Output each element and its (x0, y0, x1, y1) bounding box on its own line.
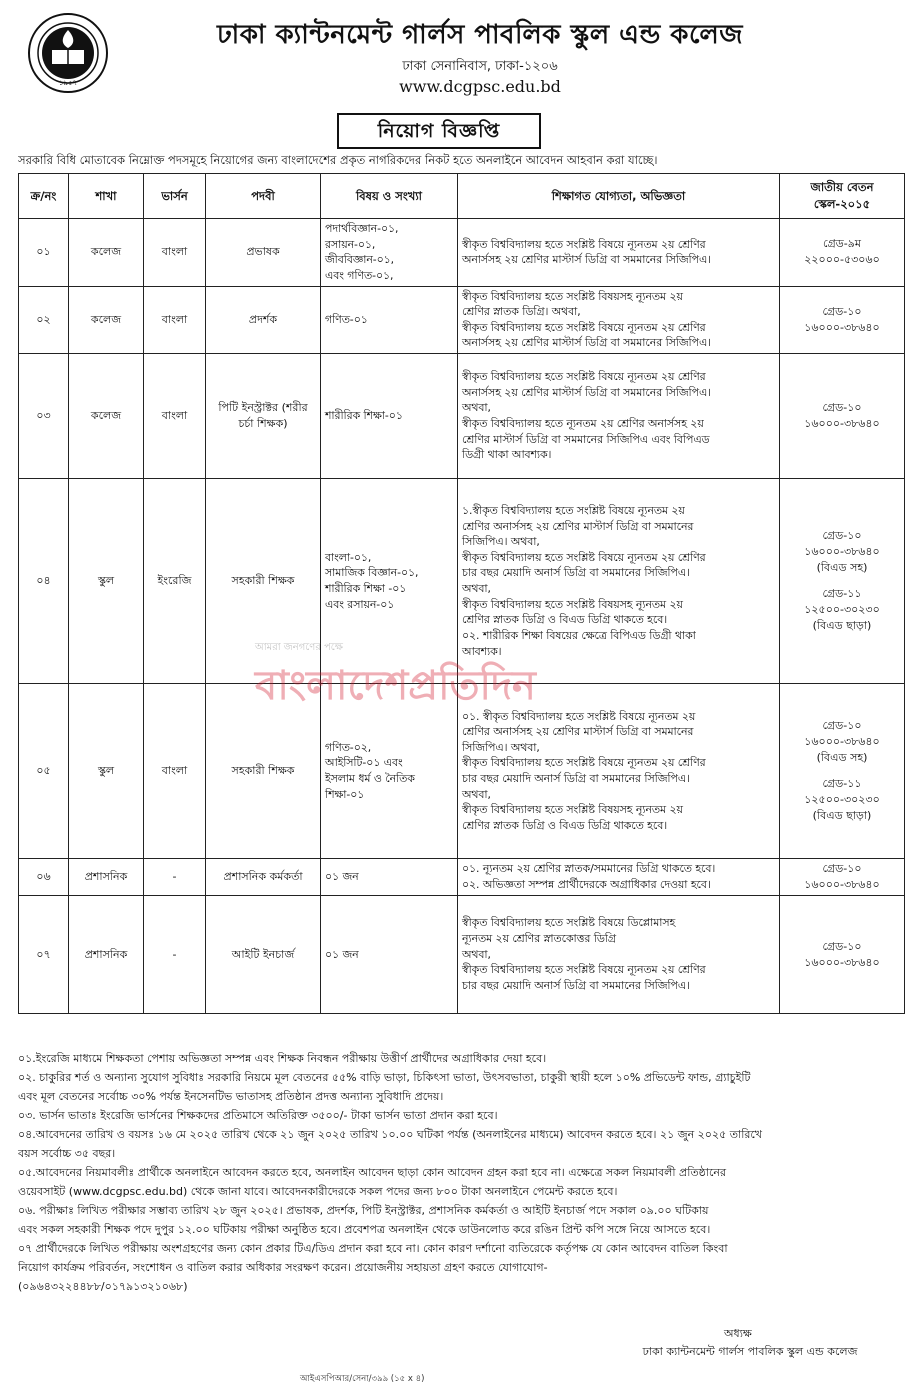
col-qualification: শিক্ষাগত যোগ্যতা, অভিজ্ঞতা (458, 174, 780, 219)
memo-number: আইএসপিআর/সেনা/৩৯৯ (১৫ x ৪) (300, 1374, 425, 1384)
table-row (19, 859, 905, 896)
cell-post: প্রভাষক (206, 219, 321, 287)
cell-version: বাংলা (144, 684, 206, 859)
text-line: গ্রেড-১০ (822, 304, 862, 318)
text-line: পদার্থবিজ্ঞান-০১, (325, 222, 399, 235)
cell-branch: প্রশাসনিক (69, 896, 144, 1014)
text-line: ১৬০০০-৩৮৬৪০ (804, 878, 880, 892)
cell-subjects (321, 859, 458, 896)
cell-pay (780, 896, 905, 1014)
cell-sl: ০৭ (19, 896, 69, 1014)
svg-text:১৯৫৭: ১৯৫৭ (58, 79, 78, 87)
cell-subjects (321, 219, 458, 287)
cell-qualification (458, 354, 780, 479)
text-line: স্বীকৃত বিশ্ববিদ্যালয় হতে সংশ্লিষ্ট বিষয়সহ ন্যূনতম ২য় (462, 289, 683, 303)
cell-pay (780, 286, 905, 354)
text-line: ১৬০০০-৩৮৬৪০ (804, 955, 880, 969)
text-line: ০১ জন (325, 870, 359, 884)
vacancy-table (18, 173, 905, 1014)
cell-post: প্রদর্শক (206, 286, 321, 354)
text-line: ০১ জন (325, 947, 359, 961)
cell-subjects (321, 479, 458, 684)
cell-subjects (321, 354, 458, 479)
note-line: ওয়েবসাইট (www.dcgpsc.edu.bd) থেকে জানা যাবে। আবেদনকারীদেরকে সকল পদের জন্য ৮০০ টাকা অনলাইনে পেমেন্ট করতে হবে। (18, 1185, 618, 1198)
text-line: ন্যূনতম ২য় শ্রেণির স্নাতকোত্তর ডিগ্রি (462, 932, 616, 946)
cell-sl: ০২ (19, 286, 69, 354)
col-version: ভার্সন (144, 174, 206, 219)
website: www.dcgpsc.edu.bd (399, 77, 561, 96)
note-line: এবং মূল বেতনের সর্বোচ্চ ৩০% পর্যন্ত ইনসেনটিভ ভাতাসহ প্রতিষ্ঠান প্রদত্ত অন্যান্য সুবিধাদি প্রদেয়। (18, 1090, 444, 1103)
text-line: রসায়ন-০১, (325, 237, 376, 251)
text-line: গ্রেড-১১ (822, 777, 862, 791)
text-line: শ্রেণির স্নাতক ডিগ্রি ও বিএড ডিগ্রি থাকতে হবে। (462, 613, 668, 627)
text-line: স্বীকৃত বিশ্ববিদ্যালয় হতে সংশ্লিষ্ট বিষয়ে ন্যূনতম ২য় শ্রেণির (462, 237, 706, 251)
col-post: পদবী (206, 174, 321, 219)
cell-version: - (144, 896, 206, 1014)
cell-qualification (458, 684, 780, 859)
cell-sl: ০৫ (19, 684, 69, 859)
col-pay: জাতীয় বেতন স্কেল-২০১৫ (780, 174, 905, 219)
text-line: ১২৫০০-৩০২৩০ (804, 603, 880, 617)
pay-gap (784, 766, 900, 776)
cell-subjects (321, 684, 458, 859)
text-line: গ্রেড-১০ (822, 719, 862, 733)
cell-pay (780, 219, 905, 287)
text-line: স্বীকৃত বিশ্ববিদ্যালয় হতে সংশ্লিষ্ট বিষয়ে ন্যূনতম ২য় শ্রেণির (462, 320, 706, 334)
cell-qualification (458, 859, 780, 896)
cell-branch: কলেজ (69, 286, 144, 354)
text-line: ইসলাম ধর্ম ও নৈতিক (325, 772, 415, 786)
signature-org: ঢাকা ক্যান্টনমেন্ট গার্লস পাবলিক স্কুল এন্ড কলেজ (642, 1345, 858, 1358)
note-line: নিয়োগ কার্যক্রম পরিবর্তন, সংশোধন ও বাতিল করার অধিকার সংরক্ষণ করেন। প্রয়োজনীয় সহায়তা গ্রহণ করতে যোগাযোগ- (18, 1261, 548, 1274)
note-line: এবং সকল সহকারী শিক্ষক পদে দুপুর ১২.০০ ঘটিকায় পরীক্ষা অনুষ্ঠিত হবে। প্রবেশপত্র অনলাইন থেকে ডাউনলোড করে রঙিন প্রিন্ট কপি সঙ্গে নিয়ে আসতে হবে। (18, 1223, 711, 1236)
cell-qualification (458, 219, 780, 287)
cell-qualification (458, 286, 780, 354)
pay-gap (784, 576, 900, 586)
text-line: গণিত-০১ (325, 313, 368, 327)
header (0, 0, 921, 150)
cell-post: প্রশাসনিক কর্মকর্তা (206, 859, 321, 896)
text-line: শ্রেণির অনার্সসহ ২য় শ্রেণির মাস্টার্স ডিগ্রি বা সমমানের (462, 725, 694, 739)
cell-sl: ০৬ (19, 859, 69, 896)
note-line: বয়স সর্বোচ্চ ৩৫ বছর। (18, 1147, 116, 1160)
text-line: স্বীকৃত বিশ্ববিদ্যালয় হতে সংশ্লিষ্ট বিষয়ে ন্যূনতম ২য় শ্রেণির (462, 550, 706, 564)
text-line: স্বীকৃত বিশ্ববিদ্যালয় হতে সংশ্লিষ্ট বিষয়ে ন্যূনতম ২য় শ্রেণির (462, 756, 706, 770)
watermark-tagline: আমরা জনগণের পক্ষে (255, 642, 343, 653)
note-line: ০৩. ভার্সন ভাতাঃ ইংরেজি ভার্সনের শিক্ষকদের প্রতিমাসে অতিরিক্ত ৩৫০০/- টাকা ভার্সন ভাতা প্রদান করা হবে। (18, 1109, 498, 1122)
cell-sl: ০৩ (19, 354, 69, 479)
text-line: শারীরিক শিক্ষা -০১ (325, 582, 407, 596)
text-line: (বিএড সহ) (816, 751, 868, 765)
table-row (19, 684, 905, 859)
cell-post: আইটি ইনচার্জ (206, 896, 321, 1014)
col-subjects: বিষয় ও সংখ্যা (321, 174, 458, 219)
text-line: ১৬০০০-৩৮৬৪০ (804, 417, 880, 431)
text-line: গ্রেড-১০ (822, 401, 862, 415)
note-line: ০৪.আবেদনের তারিখ ও বয়সঃ ১৬ মে ২০২৫ তারিখ থেকে ২১ জুন ২০২৫ তারিখ ১০.০০ ঘটিকা পর্যন্ত (অনলাইনের মাধ্যমে) আবেদন করতে হবে। ২১ জুন ২০২৫ তারিখে (18, 1128, 763, 1141)
cell-branch: প্রশাসনিক (69, 859, 144, 896)
cell-post: পিটি ইনস্ট্রাক্টর (শরীর চর্চা শিক্ষক) (206, 354, 321, 479)
notice-title: নিয়োগ বিজ্ঞপ্তি (337, 113, 541, 149)
text-line: গণিত-০২, (325, 740, 372, 754)
table-row (19, 354, 905, 479)
text-line: স্বীকৃত বিশ্ববিদ্যালয় হতে ন্যূনতম ২য় শ্রেণির অনার্সসহ ২য় (462, 417, 704, 431)
text-line: ডিগ্রী থাকা আবশ্যক। (462, 448, 552, 462)
text-line: গ্রেড-১১ (822, 587, 862, 601)
text-line: গ্রেড-১০ (822, 529, 862, 543)
note-line: ০৭ প্রার্থীদেরকে লিখিত পরীক্ষায় অংশগ্রহণের জন্য কোন প্রকার টিএ/ডিএ প্রদান করা হবে না। কোন কারণ দর্শানো ব্যতিরেকে কর্তৃপক্ষ যে কোন আবেদন বাতিল কিংবা (18, 1242, 728, 1255)
text-line: ১২৫০০-৩০২৩০ (804, 793, 880, 807)
signature-role: অধ্যক্ষ (724, 1327, 752, 1340)
text-line: সামাজিক বিজ্ঞান-০১, (325, 566, 419, 580)
cell-branch: স্কুল (69, 479, 144, 684)
text-line: এবং রসায়ন-০১ (325, 597, 395, 611)
text-line: এবং গণিত-০১, (325, 268, 394, 282)
text-line: শ্রেণির স্নাতক ডিগ্রি ও বিএড ডিগ্রি থাকতে হবে। (462, 819, 668, 833)
text-line: গ্রেড-১০ (822, 939, 862, 953)
table-row (19, 896, 905, 1014)
text-line: বাংলা-০১, (325, 550, 372, 564)
cell-pay (780, 354, 905, 479)
text-line: চার বছর মেয়াদি অনার্স ডিগ্রি বা সমমানের সিজিপিএ। (462, 566, 690, 580)
text-line: ০২. শারীরিক শিক্ষা বিষয়ের ক্ষেত্রে বিপিএড ডিগ্রী থাকা (462, 629, 696, 643)
text-line: ২২০০০-৫৩০৬০ (804, 253, 880, 267)
text-line: সিজিপিএ। অথবা, (462, 740, 540, 754)
address: ঢাকা সেনানিবাস, ঢাকা-১২০৬ (402, 59, 558, 74)
text-line: আবশ্যক। (462, 644, 502, 658)
text-line: ০২. অভিজ্ঞতা সম্পন্ন প্রার্থীদেরকে অগ্রাধিকার দেওয়া হবে। (462, 878, 711, 892)
text-line: ০১. স্বীকৃত বিশ্ববিদ্যালয় হতে সংশ্লিষ্ট বিষয়ে ন্যূনতম ২য় (462, 709, 696, 723)
cell-version: বাংলা (144, 354, 206, 479)
text-line: অথবা, (462, 947, 491, 961)
text-line: ১৬০০০-৩৮৬৪০ (804, 320, 880, 334)
cell-branch: কলেজ (69, 219, 144, 287)
text-line: (বিএড সহ) (816, 561, 868, 575)
text-line: শিক্ষা-০১ (325, 787, 365, 801)
note-line: ০২. চাকুরির শর্ত ও অন্যান্য সুযোগ সুবিধাঃ সরকারি নিয়মে মূল বেতনের ৫৫% বাড়ি ভাড়া, চিকিৎসা ভাতা, উৎসবভাতা, চাকুরী স্থায়ী হলে ১০% প্রভিডেন্ট ফান্ড, গ্র্যাচুইটি (18, 1071, 751, 1084)
text-line: স্বীকৃত বিশ্ববিদ্যালয় হতে সংশ্লিষ্ট বিষয়ে ন্যূনতম ২য় শ্রেণির (462, 370, 706, 384)
notes (18, 1049, 904, 1296)
text-line: চার বছর মেয়াদি অনার্স ডিগ্রি বা সমমানের সিজিপিএ। (462, 978, 690, 992)
cell-qualification (458, 896, 780, 1014)
text-line: আইসিটি-০১ এবং (325, 756, 403, 770)
table-row (19, 219, 905, 287)
cell-sl: ০৪ (19, 479, 69, 684)
cell-branch: স্কুল (69, 684, 144, 859)
text-line: (বিএড ছাড়া) (812, 809, 872, 822)
table-row (19, 286, 905, 354)
school-logo (27, 12, 109, 94)
text-line: শ্রেণির স্নাতক ডিগ্রি। অথবা, (462, 305, 581, 319)
text-line: গ্রেড-১০ (822, 862, 862, 876)
table-row (19, 479, 905, 684)
text-line: ১৬০০০-৩৮৬৪০ (804, 735, 880, 749)
cell-subjects (321, 896, 458, 1014)
text-line: ১৬০০০-৩৮৬৪০ (804, 545, 880, 559)
text-line: (বিএড ছাড়া) (812, 619, 872, 632)
text-line: শারীরিক শিক্ষা-০১ (325, 409, 403, 423)
text-line: অনার্সসহ ২য় শ্রেণির মাস্টার্স ডিগ্রি বা সমমানের সিজিপিএ। (462, 336, 712, 350)
text-line: স্বীকৃত বিশ্ববিদ্যালয় হতে সংশ্লিষ্ট বিষয়ে ন্যূনতম ২য় শ্রেণির (462, 963, 706, 977)
text-line: অথবা, (462, 401, 491, 415)
cell-version: বাংলা (144, 286, 206, 354)
text-line: অনার্সসহ ২য় শ্রেণির মাস্টার্স ডিগ্রি বা সমমানের সিজিপিএ। (462, 385, 712, 399)
text-line: চার বছর মেয়াদি অনার্স ডিগ্রি বা সমমানের সিজিপিএ। (462, 772, 690, 786)
col-sl: ক্র/নং (19, 174, 69, 219)
intro-text: সরকারি বিধি মোতাবেক নিম্নোক্ত পদসমূহে নিয়োগের জন্য বাংলাদেশের প্রকৃত নাগরিকদের নিকট হতে অনলাইনে আবেদন আহবান করা যাচ্ছে। (18, 153, 658, 167)
col-branch: শাখা (69, 174, 144, 219)
text-line: অথবা, (462, 787, 491, 801)
table-header-row (19, 174, 905, 219)
text-line: শ্রেণির মাস্টার্স ডিগ্রি বা সমমানের সিজিপিএ এবং বিপিএড (462, 432, 710, 446)
text-line: জীববিজ্ঞান-০১, (325, 253, 395, 267)
text-line: ০১. ন্যূনতম ২য় শ্রেণির স্নাতক/সমমানের ডিগ্রি থাকতে হবে। (462, 862, 716, 876)
note-line: ০৬. পরীক্ষাঃ লিখিত পরীক্ষার সম্ভাব্য তারিখ ২৮ জুন ২০২৫। প্রভাষক, প্রদর্শক, পিটি ইনস্ট্রাক্টর, প্রশাসনিক কর্মকর্তা ও আইটি ইনচার্জ পদে সকাল ০৯.০০ ঘটিকায় (18, 1204, 709, 1217)
text-line: অথবা, (462, 582, 491, 596)
text-line: অনার্সসহ ২য় শ্রেণির মাস্টার্স ডিগ্রি বা সমমানের সিজিপিএ। (462, 253, 712, 267)
cell-subjects (321, 286, 458, 354)
cell-version: ইংরেজি (144, 479, 206, 684)
note-line: (০৯৬৪৩২২৪৪৮৮/০১৭৯১৩২১০৬৮) (18, 1280, 188, 1293)
note-line: ০১.ইংরেজি মাধ্যমে শিক্ষকতা পেশায় অভিজ্ঞতা সম্পন্ন এবং শিক্ষক নিবন্ধন পরীক্ষায় উত্তীর্ণ প্রার্থীদের অগ্রাধিকার দেয়া হবে। (18, 1052, 547, 1065)
text-line: স্বীকৃত বিশ্ববিদ্যালয় হতে সংশ্লিষ্ট বিষয়সহ ন্যূনতম ২য় (462, 803, 683, 817)
cell-pay (780, 859, 905, 896)
cell-sl: ০১ (19, 219, 69, 287)
text-line: ১.স্বীকৃত বিশ্ববিদ্যালয় হতে সংশ্লিষ্ট বিষয়ে ন্যূনতম ২য় (462, 503, 685, 517)
text-line: স্বীকৃত বিশ্ববিদ্যালয় হতে সংশ্লিষ্ট বিষয়সহ ন্যূনতম ২য় (462, 597, 683, 611)
text-line: শ্রেণির অনার্সসহ ২য় শ্রেণির মাস্টার্স ডিগ্রি বা সমমানের (462, 519, 694, 533)
text-line: গ্রেড-৯ম (822, 237, 861, 251)
cell-version: বাংলা (144, 219, 206, 287)
text-line: সিজিপিএ। অথবা, (462, 535, 540, 549)
watermark-brand: বাংলাদেশপ্রতিদিন (255, 663, 536, 709)
text-line: স্বীকৃত বিশ্ববিদ্যালয় হতে সংশ্লিষ্ট বিষয়ে ডিপ্লোমাসহ (462, 916, 676, 930)
institution-name: ঢাকা ক্যান্টনমেন্ট গার্লস পাবলিক স্কুল এন্ড কলেজ (216, 20, 744, 50)
cell-version: - (144, 859, 206, 896)
note-line: ০৫.আবেদনের নিয়মাবলীঃ প্রার্থীকে অনলাইনে আবেদন করতে হবে, অনলাইন আবেদন ছাড়া কোন আবেদন গ্রহন করা হবে না। এক্ষেত্রে সকল নিয়মাবলী প্রতিষ্ঠানের (18, 1166, 727, 1179)
cell-post: সহকারী শিক্ষক (206, 479, 321, 684)
cell-post: সহকারী শিক্ষক (206, 684, 321, 859)
cell-pay (780, 479, 905, 684)
cell-pay (780, 684, 905, 859)
cell-branch: কলেজ (69, 354, 144, 479)
cell-qualification (458, 479, 780, 684)
